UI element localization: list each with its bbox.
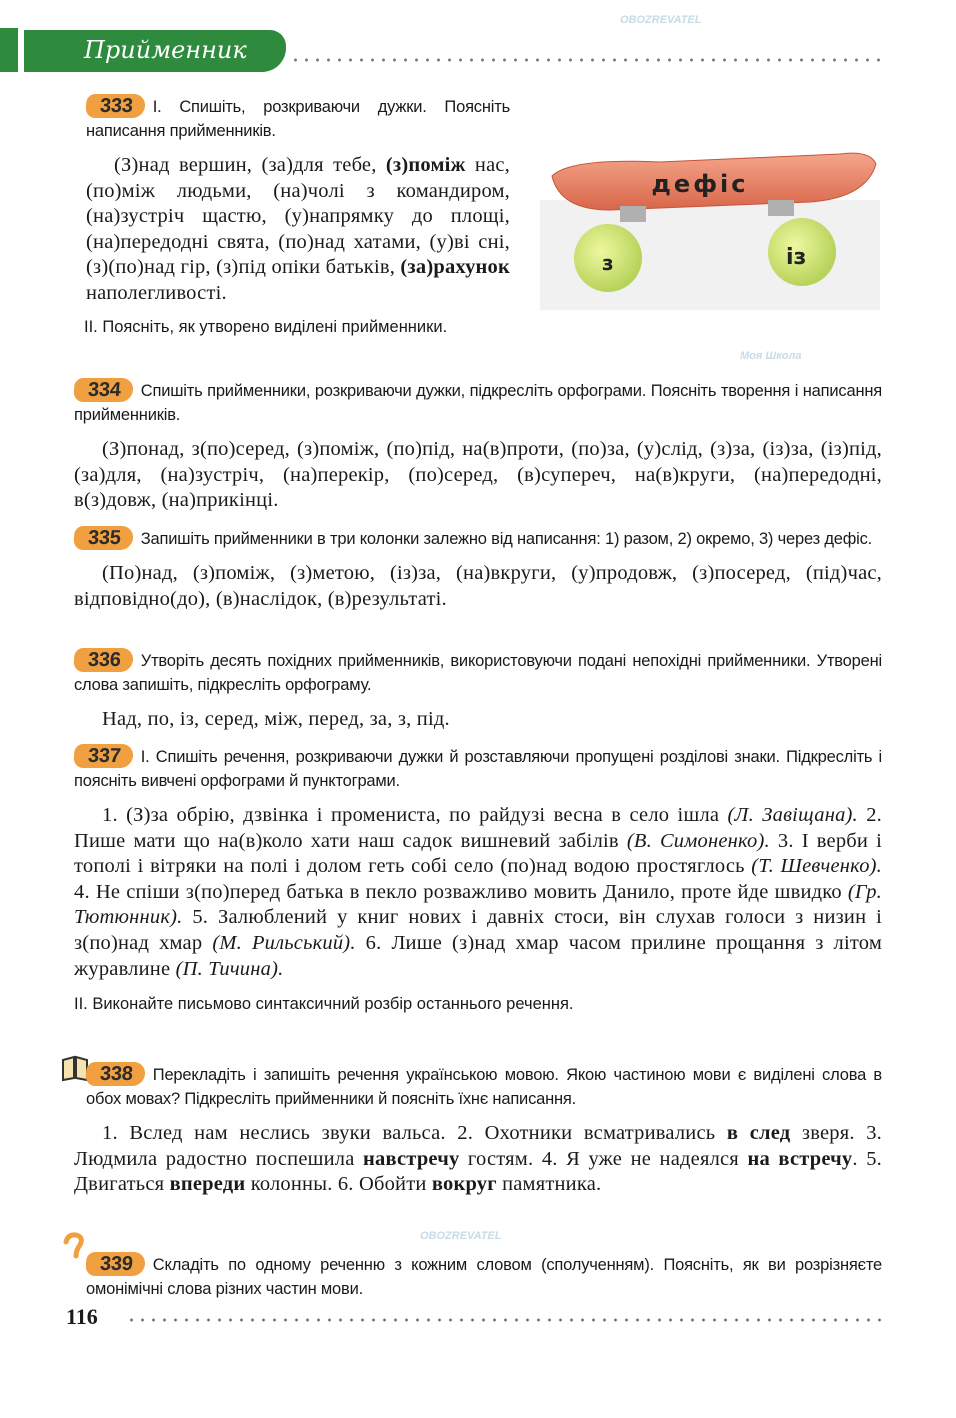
exercise-body: [74, 437, 882, 514]
exercise-337: [74, 744, 882, 1016]
exercise-number: 335: [73, 526, 133, 550]
exercise-body: [74, 1121, 882, 1198]
page-number: 116: [66, 1304, 98, 1329]
highlighted-word: вокруг: [431, 1173, 497, 1196]
exercise-instruction: Спишіть прийменники, розкриваючи дужки, підкресліть орфограми. Поясніть творення і написання прийменників.: [74, 382, 882, 424]
exercise-number: 339: [85, 1252, 145, 1276]
body-text: Над, по, із, серед, між, перед, за, з, під.: [102, 708, 450, 730]
deck-label: дефіс: [651, 170, 749, 198]
watermark: Моя Школа: [740, 350, 802, 362]
body-text: гостям. 4. Я уже не надеялся: [459, 1147, 748, 1170]
exercise-instruction: Запишіть прийменники в три колонки залежно від написання: 1) разом, 2) окремо, 3) через дефіс.: [140, 530, 873, 548]
author-citation: (Л. Завіщана).: [727, 804, 858, 826]
highlighted-word: (з)поміж: [385, 154, 466, 176]
body-text: 5. Залюблений у книг нових і давніх стоси, він слухав голоси з низин і з(по)над хмар: [74, 906, 882, 954]
body-text: 2. Пише мати що на(в)коло хати наш садок вишневий забілів: [74, 804, 882, 852]
body-text: . 5. Двигаться: [74, 1147, 882, 1196]
exercise-instruction: І. Спишіть речення, розкриваючи дужки й розставляючи пропущені розділові знаки. Підкресліть і поясніть вивчені орфограми й пунктограми.: [74, 748, 882, 790]
exercise-instruction: Перекладіть і запишіть речення українською мовою. Якою частиною мови є виділені слова в обох мовах? Підкресліть прийменники й поясніть їхнє написання.: [86, 1066, 882, 1108]
body-text: колонны. 6. Обойти: [245, 1173, 432, 1196]
author-citation: (Т. Шевченко).: [751, 855, 882, 878]
highlighted-word: на встречу: [747, 1147, 853, 1170]
highlighted-word: (за)рахунок: [400, 256, 510, 279]
body-text: нас, (по)між людьми, (на)чолі з командиром, (на)зустріч щастю, (у)напрямку до площі, (на)передодні свята, (по)над хатами, (у)ві сні, (з)(по)над гір, (з)під опіки батьків,: [86, 154, 510, 279]
exercise-number: 334: [73, 378, 133, 402]
body-text: 3. І верби і тополі і вітряки на полі і долом геть собі село (по)над водою простяглось: [74, 829, 883, 878]
body-text: 1. (З)за обрію, дзвінка і промениста, по райдузі весна в село ішла: [102, 804, 728, 826]
exercise-number: 336: [73, 648, 133, 672]
author-citation: (П. Тичина).: [175, 957, 284, 980]
header-divider: [290, 58, 882, 62]
watermark: OBOZREVATEL: [620, 14, 702, 26]
body-text: (З)над вершин, (за)для тебе,: [114, 154, 386, 176]
exercise-instruction: І. Спишіть, розкриваючи дужки. Поясніть написання прийменників.: [86, 98, 510, 140]
author-citation: (Гр. Тютюнник).: [74, 880, 882, 929]
exercise-334: [74, 378, 882, 514]
exercise-task-2: ІІ. Виконайте письмово синтаксичний розбір останнього речення.: [74, 995, 574, 1014]
exercise-335: [74, 526, 882, 612]
author-citation: (В. Симоненко).: [626, 829, 770, 852]
exercise-body: [86, 153, 510, 307]
exercise-336: [74, 648, 882, 733]
body-text: 4. Не спіши з(по)перед батька в пекло розважливо мовить Данило, проте йде швидко: [74, 880, 848, 903]
highlighted-word: в след: [726, 1122, 791, 1144]
highlighted-word: впереди: [169, 1173, 246, 1196]
page-title: Прийменник: [84, 36, 247, 64]
highlighted-word: навстречу: [363, 1147, 460, 1170]
exercise-333: [86, 94, 510, 339]
exercise-number: 333: [85, 94, 145, 118]
body-text: наполегливості.: [86, 281, 227, 304]
exercise-body: [74, 707, 882, 733]
exercise-instruction: Утворіть десять похідних прийменників, використовуючи подані непохідні прийменники. Утворені слова запишіть, підкресліть орфограму.: [74, 652, 882, 694]
exercise-number: 337: [73, 744, 133, 768]
body-text: (З)понад, з(по)серед, (з)поміж, (по)під, на(в)проти, (по)за, (у)слід, (з)за, (із)за, (із)під, (за)для, (на)зустріч, (на)перекір, (по)серед, (в)супереч, на(в)круги, (на)передодні, в(з)довж, (на)прикінці.: [74, 438, 882, 512]
skateboard-illustration: [540, 140, 880, 310]
author-citation: (М. Рильський).: [212, 931, 356, 954]
exercise-338: [74, 1062, 882, 1198]
footer-divider: [126, 1318, 882, 1322]
body-text: 1. Вслед нам неслись звуки вальса. 2. Охотники всматривались: [102, 1122, 727, 1144]
exercise-number: 338: [85, 1062, 145, 1086]
body-text: (По)над, (з)поміж, (з)метою, (із)за, (на)вкруги, (у)продовж, (з)посеред, (під)час, відповідно(до), (в)наслідок, (в)результаті.: [74, 562, 882, 610]
left-wheel-label: з: [602, 251, 614, 275]
exercise-body: [74, 803, 882, 982]
header-side-bar: [0, 28, 18, 72]
exercise-body: [74, 561, 882, 612]
watermark: OBOZREVATEL: [420, 1230, 502, 1242]
exercise-task-2: ІІ. Поясніть, як утворено виділені прийменники.: [84, 317, 448, 336]
body-text: памятника.: [496, 1173, 602, 1196]
body-text: зверя. 3. Людмила радостно поспешила: [74, 1122, 882, 1170]
exercise-instruction: Складіть по одному реченню з кожним словом (сполученням). Поясніть, як ви розрізняєте омонімічні слова різних частин мови.: [86, 1256, 882, 1298]
body-text: 6. Лише (з)над хмар часом прилине прощання з літом журавлине: [74, 931, 882, 980]
right-wheel-label: із: [786, 245, 807, 270]
exercise-339: [74, 1252, 882, 1301]
